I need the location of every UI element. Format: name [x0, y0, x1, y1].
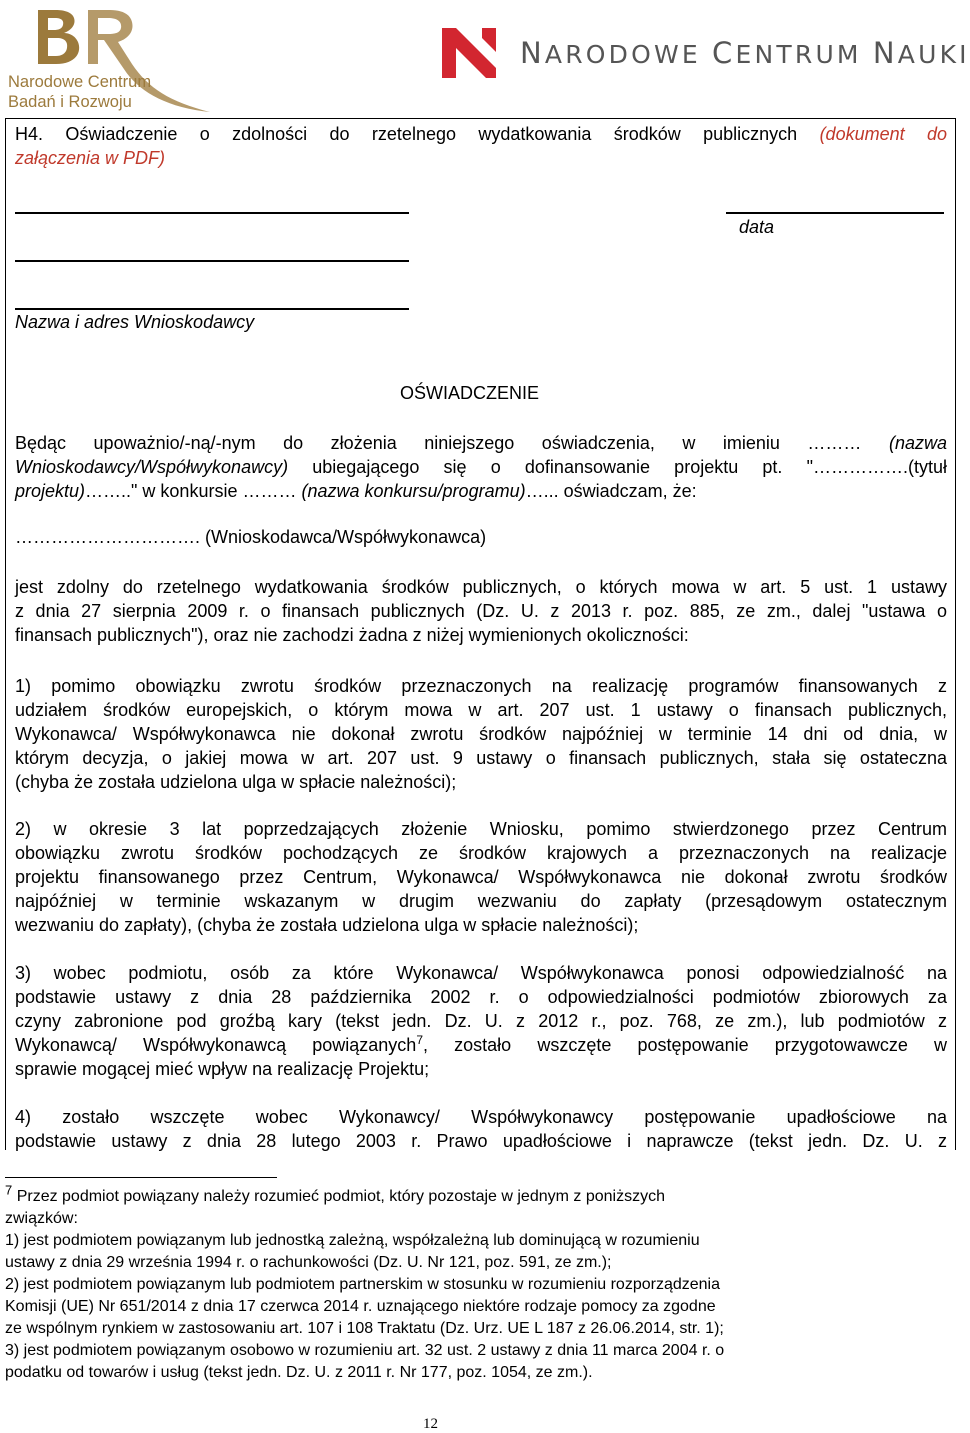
footnote: $^7$ Przez podmiot powiązany należy rozumieć podmiot, który pozostaje w jednym z poniższych związków: 1) jest podmiotem powiązanym lub jednostką zależną, współzależną lub dominującą w rozumieniu ustawy z dnia 29 września 1994 r. o rachunkowości (Dz. U. Nr 121, poz. 591, ze zm.); 2) jest podmiotem powiązanym lub podmiotem partnerskim w stosunku w rozumieniu rozporządzenia Komisji (UE) Nr 651/2014 z dnia 17 czerwca 2014 r. uznającego niektóre rodzaje pomocy za zgodne ze wspólnym rynkiem w zastosowaniu art. 107 i 108 Traktatu (Dz. Urz. UE L 187 z 26.06.2014, str. 1); 3) jest podmiotem powiązanym osobowo w rozumieniu art. 32 ust. 2 ustawy z dnia 11 marca 2004 r. o podatku od towarów i usług (tekst jedn. Dz. U. z 2011 r. Nr 177, poz. 1054, ze zm.).	[5, 1182, 725, 1381]
item-3: 3) wobec podmiotu, osób za które Wykonawca/ Współwykonawca ponosi odpowiedzialność na podstawie ustawy z dnia 28 października 2002 r. o odpowiedzialności podmiotów zbiorowych za czyny zabronione pod groźbą kary (tekst jedn. Dz. U. z 2012 r., poz. 768, ze zm.), lub podmiotów z Wykonawcą/ Współwykonawcą powiązanych$^7$, zostało wszczęte postępowanie przygotowawcze w sprawie mogącej mieć wpływ na realizację Projektu;	[15, 963, 947, 1079]
section-title: H4. Oświadczenie o zdolności do rzetelnego wydatkowania środków publicznych (dokument do załączenia w PDF)	[15, 124, 947, 168]
address-line-1	[15, 260, 409, 262]
date-label: data	[739, 217, 775, 237]
page-number: 12	[423, 1416, 438, 1432]
capability-paragraph: jest zdolny do rzetelnego wydatkowania środków publicznych, o których mowa w art. 5 ust. 1 ustawy z dnia 27 sierpnia 2009 r. o finansach publicznych (Dz. U. z 2013 r. poz. 885, ze zm., dalej "ustawa o finansach publicznych"), oraz nie zachodzi żadna z niżej wymienionych okoliczności:	[15, 577, 947, 645]
item-1: 1) pomimo obowiązku zwrotu środków przeznaczonych na realizację programów finansowanych z udziałem środków europejskich, o którym mowa w art. 207 ust. 1 ustawy o finansach publicznych, Wykonawca/ Współwykonawca nie dokonał zwrotu środków najpóźniej w terminie 14 dni od dnia, w którym decyzja, o jakiej mowa w art. 207 ust. 9 ustawy o finansach publicznych, stała się ostateczna (chyba że została udzielona ulga w spłacie należności);	[15, 676, 947, 792]
footnote-number: 7	[5, 1182, 13, 1198]
section-note: (dokument do	[819, 124, 947, 144]
footnote-separator	[5, 1177, 277, 1178]
footnote-ref[interactable]: 7	[416, 1033, 423, 1047]
item-2: 2) w okresie 3 lat poprzedzających złożenie Wniosku, pomimo stwierdzonego przez Centrum obowiązku zwrotu środków pochodzących ze środków krajowych a przeznaczonych na realizacje projektu finansowanego przez Centrum, Wykonawca/ Współwykonawca nie dokonał zwrotu środków najpóźniej w terminie wskazanym w drugim wezwaniu do zapłaty (przesądowym ostatecznym wezwaniu do zapłaty), (chyba że została udzielona ulga w spłacie należności);	[15, 819, 947, 935]
intro-paragraph: Będąc upoważnio/-ną/-nym do złożenia niniejszego oświadczenia, w imieniu ……… (nazwa Wnioskodawcy/Współwykonawcy) ubiegającego się o dofinansowanie projektu pt. "…………….(tytuł projektu)…….." w konkursie ……… (nazwa konkursu/programu)…... oświadczam, że:	[15, 433, 947, 501]
date-line	[726, 212, 944, 214]
ncn-logo-icon	[440, 22, 498, 80]
address-line-2	[15, 308, 409, 310]
declaration-heading: OŚWIADCZENIE	[400, 383, 540, 403]
page-header	[0, 0, 970, 118]
ncn-logo-text: NARODOWE CENTRUM NAUKI	[520, 36, 970, 70]
applicant-label: Nazwa i adres Wnioskodawcy	[15, 312, 255, 332]
item-4: 4) zostało wszczęte wobec Wykonawcy/ Współwykonawcy postępowanie upadłościowe na podstawie ustawy z dnia 28 lutego 2003 r. Prawo upadłościowe i naprawcze (tekst jedn. Dz. U. z	[15, 1107, 947, 1151]
signature-line-left	[15, 212, 409, 214]
declaration-box	[5, 118, 956, 1150]
entity-line: …………………………. (Wnioskodawca/Współwykonawca)	[15, 527, 487, 547]
ncbr-logo-text: Narodowe Centrum Badań i Rozwoju	[8, 73, 152, 111]
